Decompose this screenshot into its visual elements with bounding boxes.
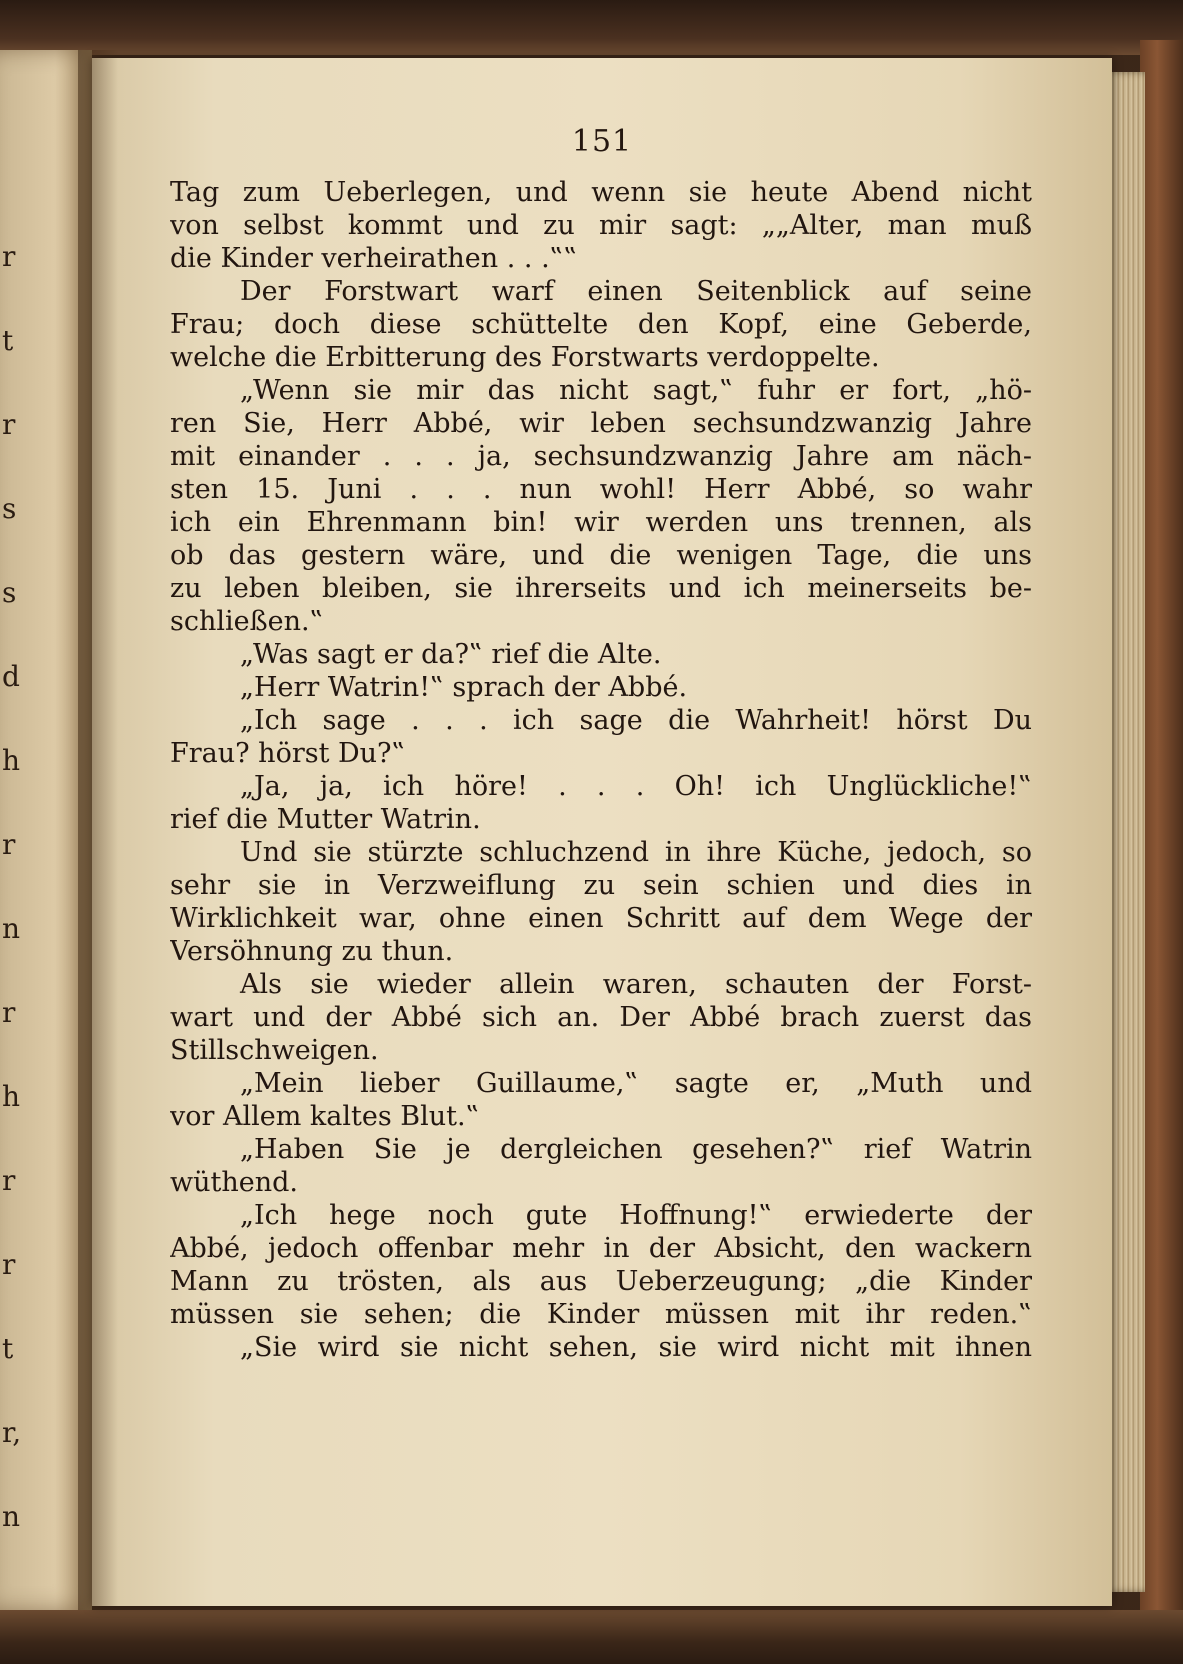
gutter-shadow	[78, 50, 118, 1610]
text-line: müssen sie sehen; die Kinder müssen mit ihr reden.‟	[170, 1299, 1032, 1330]
left-page-letter: r	[2, 828, 16, 861]
left-page-letter: t	[2, 324, 14, 357]
text-line: wüthend.	[170, 1167, 298, 1198]
text-line: „Herr Watrin!‟ sprach der Abbé.	[240, 672, 688, 703]
text-line: schließen.‟	[170, 606, 324, 637]
text-line: Abbé, jedoch offenbar mehr in der Absicht, den wackern	[170, 1233, 1032, 1264]
text-line: „Sie wird sie nicht sehen, sie wird nicht mit ihnen	[240, 1332, 1032, 1363]
left-page-letter: r	[2, 408, 16, 441]
page-text	[170, 176, 1032, 1364]
left-page-letter: s	[2, 492, 17, 525]
text-line: Frau; doch diese schüttelte den Kopf, eine Geberde,	[170, 309, 1032, 340]
left-page-letter: r	[2, 1248, 16, 1281]
text-line: „Mein lieber Guillaume,‟ sagte er, „Muth und	[240, 1068, 1032, 1099]
text-line: Stillschweigen.	[170, 1035, 379, 1066]
text-line: Mann zu trösten, als aus Ueberzeugung; „die Kinder	[170, 1266, 1032, 1297]
left-page-letter: s	[2, 576, 17, 609]
text-line: die Kinder verheirathen . . .‟‟	[170, 243, 578, 274]
text-line: „Was sagt er da?‟ rief die Alte.	[240, 639, 662, 670]
left-page-letter: n	[2, 912, 21, 945]
book-cover-right	[1140, 40, 1183, 1640]
left-page-letter: r	[2, 996, 16, 1029]
text-line: zu leben bleiben, sie ihrerseits und ich meinerseits be-	[170, 573, 1032, 604]
text-line: ob das gestern wäre, und die wenigen Tage, die uns	[170, 540, 1032, 571]
page-number: 151	[571, 124, 633, 159]
text-line: mit einander . . . ja, sechsundzwanzig Jahre am näch-	[170, 441, 1032, 472]
text-line: vor Allem kaltes Blut.‟	[170, 1101, 480, 1132]
left-page-letter: t	[2, 1332, 14, 1365]
left-page-letter: n	[2, 1500, 21, 1533]
text-line: Und sie stürzte schluchzend in ihre Küche, jedoch, so	[240, 837, 1032, 868]
text-line: von selbst kommt und zu mir sagt: „„Alter, man muß	[170, 210, 1032, 241]
text-line: Wirklichkeit war, ohne einen Schritt auf dem Wege der	[170, 903, 1032, 934]
text-line: „Ja, ja, ich höre! . . . Oh! ich Unglückliche!‟	[240, 771, 1032, 802]
text-line: „Ich sage . . . ich sage die Wahrheit! hörst Du	[240, 705, 1032, 736]
text-line: sten 15. Juni . . . nun wohl! Herr Abbé, so wahr	[170, 474, 1032, 505]
text-line: Frau? hörst Du?‟	[170, 738, 406, 769]
text-line: Der Forstwart warf einen Seitenblick auf seine	[240, 276, 1032, 307]
text-line: Als sie wieder allein waren, schauten der Forst-	[240, 969, 1032, 1000]
book-page	[92, 58, 1112, 1606]
left-page-letter: d	[2, 660, 20, 693]
text-line: wart und der Abbé sich an. Der Abbé brach zuerst das	[170, 1002, 1032, 1033]
text-line: „Haben Sie je dergleichen gesehen?‟ rief Watrin	[240, 1134, 1032, 1165]
text-line: welche die Erbitterung des Forstwarts verdoppelte.	[170, 342, 880, 373]
left-page-letter: h	[2, 1080, 21, 1113]
text-line: ren Sie, Herr Abbé, wir leben sechsundzwanzig Jahre	[170, 408, 1032, 439]
text-line: sehr sie in Verzweiflung zu sein schien und dies in	[170, 870, 1032, 901]
left-page-letter: r	[2, 240, 16, 273]
text-line: „Ich hege noch gute Hoffnung!‟ erwiederte der	[240, 1200, 1032, 1231]
book-cover-bottom	[0, 1610, 1183, 1664]
left-page-letter: r	[2, 1164, 16, 1197]
text-line: Versöhnung zu thun.	[170, 936, 454, 967]
text-line: Tag zum Ueberlegen, und wenn sie heute Abend nicht	[170, 177, 1032, 208]
text-line: ich ein Ehrenmann bin! wir werden uns trennen, als	[170, 507, 1032, 538]
left-page-letter: h	[2, 744, 21, 777]
left-page-letters	[2, 50, 32, 1610]
book-cover-top	[0, 0, 1183, 55]
text-line: „Wenn sie mir das nicht sagt,‟ fuhr er fort, „hö-	[240, 375, 1032, 406]
text-line: rief die Mutter Watrin.	[170, 804, 481, 835]
left-page-letter: r,	[2, 1416, 22, 1449]
